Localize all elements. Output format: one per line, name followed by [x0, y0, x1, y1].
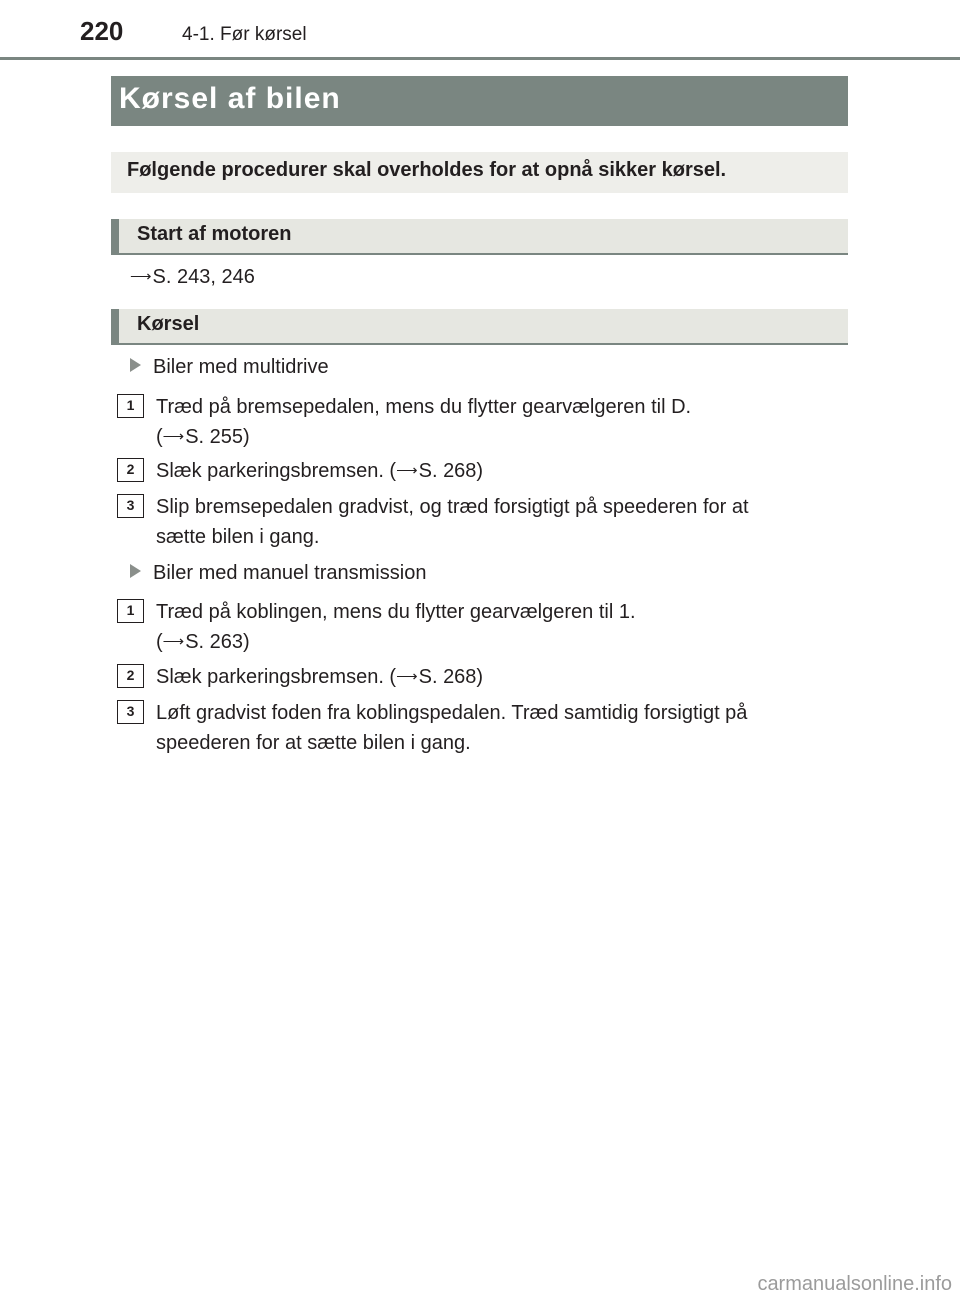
- step-line: [156, 456, 856, 486]
- subheading-drive: Kørsel: [111, 309, 848, 345]
- step-line-text: Slæk parkeringsbremsen. (: [156, 460, 397, 482]
- step-line: Slip bremsepedalen gradvist, og træd forsigtigt på speederen for at: [156, 496, 749, 518]
- page-ref-link[interactable]: S. 263): [185, 631, 250, 653]
- page-number: 220: [80, 16, 124, 46]
- step-line: Træd på koblingen, mens du flytter gearvælgeren til 1.: [156, 601, 636, 623]
- bullet-multidrive: [130, 352, 329, 382]
- step-number: 2: [117, 664, 144, 688]
- bullet-manual: [130, 558, 426, 588]
- page-title: Kørsel af bilen: [111, 76, 848, 126]
- step-line: [156, 627, 856, 657]
- step-number: 3: [117, 700, 144, 724]
- page-ref-link[interactable]: S. 268): [418, 460, 484, 482]
- intro-box: Følgende procedurer skal overholdes for at opnå sikker kørsel.: [111, 152, 848, 193]
- paren: (: [156, 426, 163, 448]
- header-rule: [0, 57, 960, 60]
- page-ref-link[interactable]: S. 255): [185, 426, 250, 448]
- subheading-start: Start af motoren: [111, 219, 848, 255]
- bullet-label: Biler med manuel transmission: [153, 562, 427, 584]
- step-number: 1: [117, 599, 144, 623]
- right-arrow-icon: ⟶: [162, 428, 185, 445]
- step-line: speederen for at sætte bilen i gang.: [156, 732, 471, 754]
- step-line: sætte bilen i gang.: [156, 526, 320, 548]
- section-label: 4-1. Før kørsel: [182, 24, 307, 45]
- bullet-label: Biler med multidrive: [153, 356, 329, 378]
- step-text: [156, 597, 856, 657]
- step-number: 1: [117, 394, 144, 418]
- step-text: [156, 492, 856, 552]
- step-line: [156, 422, 856, 452]
- triangle-bullet-icon: [130, 358, 141, 372]
- step-text: [156, 392, 856, 452]
- right-arrow-icon: ⟶: [396, 462, 418, 479]
- step-line-text: Slæk parkeringsbremsen. (: [156, 666, 397, 688]
- page-ref-link[interactable]: S. 268): [418, 666, 484, 688]
- ref-line: [130, 263, 255, 291]
- right-arrow-icon: ⟶: [162, 633, 185, 650]
- step-line: [156, 662, 856, 692]
- step-number: 3: [117, 494, 144, 518]
- paren: (: [156, 631, 163, 653]
- step-line: Træd på bremsepedalen, mens du flytter gearvælgeren til D.: [156, 396, 692, 418]
- right-arrow-icon: ⟶: [396, 668, 418, 685]
- step-line: Løft gradvist foden fra koblingspedalen. Træd samtidig forsigtigt på: [156, 702, 748, 724]
- step-text: [156, 662, 856, 692]
- step-number: 2: [117, 458, 144, 482]
- footer-watermark: carmanualsonline.info: [757, 1273, 952, 1295]
- step-text: [156, 456, 856, 486]
- triangle-bullet-icon: [130, 564, 141, 578]
- right-arrow-icon: ⟶: [130, 268, 152, 285]
- page-ref-link[interactable]: S. 243, 246: [152, 266, 255, 288]
- step-text: [156, 698, 856, 758]
